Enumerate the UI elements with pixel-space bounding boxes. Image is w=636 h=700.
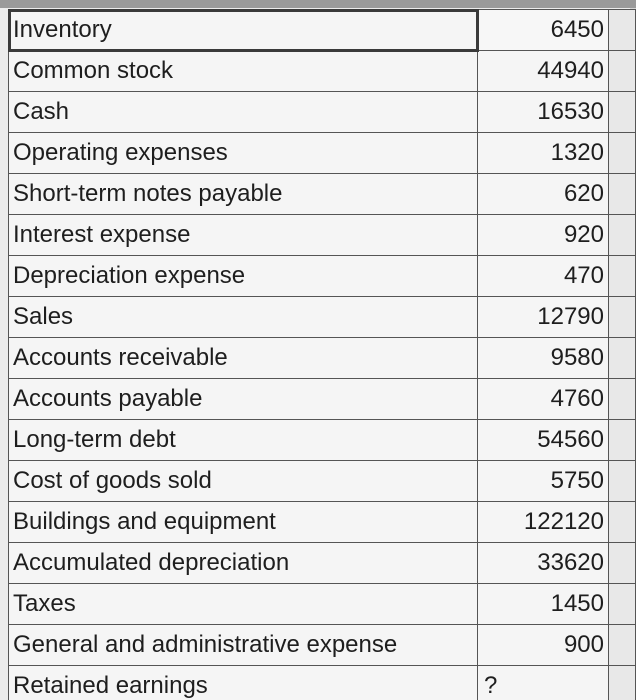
cell-label-common-stock[interactable]: Common stock [9, 51, 478, 92]
cell-label-accumulated-depreciation[interactable]: Accumulated depreciation [9, 543, 478, 584]
cell-empty[interactable] [609, 625, 636, 666]
cell-empty[interactable] [609, 215, 636, 256]
cell-empty[interactable] [609, 584, 636, 625]
cell-empty[interactable] [609, 297, 636, 338]
table-row [9, 379, 636, 420]
cell-label-long-term-debt[interactable]: Long-term debt [9, 420, 478, 461]
cell-value-depreciation-expense[interactable]: 470 [478, 256, 609, 297]
cell-value-operating-expenses[interactable]: 1320 [478, 133, 609, 174]
cell-value-general-and-administrative-expense[interactable]: 900 [478, 625, 609, 666]
table-row [9, 133, 636, 174]
table-row [9, 174, 636, 215]
table-row [9, 10, 636, 51]
cell-label-depreciation-expense[interactable]: Depreciation expense [9, 256, 478, 297]
cell-label-inventory[interactable]: Inventory [9, 10, 478, 51]
cell-empty[interactable] [609, 461, 636, 502]
cell-label-general-and-administrative-expense[interactable]: General and administrative expense [9, 625, 478, 666]
cell-value-long-term-debt[interactable]: 54560 [478, 420, 609, 461]
cell-value-common-stock[interactable]: 44940 [478, 51, 609, 92]
table-row [9, 543, 636, 584]
table-row [9, 92, 636, 133]
cell-value-accounts-receivable[interactable]: 9580 [478, 338, 609, 379]
table-row [9, 584, 636, 625]
cell-empty[interactable] [609, 379, 636, 420]
cell-empty[interactable] [609, 502, 636, 543]
table-row [9, 338, 636, 379]
cell-label-retained-earnings[interactable]: Retained earnings [9, 666, 478, 700]
cell-label-accounts-receivable[interactable]: Accounts receivable [9, 338, 478, 379]
cell-empty[interactable] [609, 420, 636, 461]
cell-empty[interactable] [609, 543, 636, 584]
cell-value-interest-expense[interactable]: 920 [478, 215, 609, 256]
table-row [9, 51, 636, 92]
cell-value-cost-of-goods-sold[interactable]: 5750 [478, 461, 609, 502]
cell-label-cost-of-goods-sold[interactable]: Cost of goods sold [9, 461, 478, 502]
cell-value-sales[interactable]: 12790 [478, 297, 609, 338]
cell-label-sales[interactable]: Sales [9, 297, 478, 338]
spreadsheet-grid [8, 9, 636, 700]
cell-value-accumulated-depreciation[interactable]: 33620 [478, 543, 609, 584]
table-row [9, 461, 636, 502]
table-row [9, 625, 636, 666]
top-edge-strip [0, 0, 636, 8]
cell-empty[interactable] [609, 133, 636, 174]
table-row [9, 256, 636, 297]
cell-empty[interactable] [609, 174, 636, 215]
cell-label-taxes[interactable]: Taxes [9, 584, 478, 625]
cell-empty[interactable] [609, 338, 636, 379]
cell-value-retained-earnings[interactable]: ? [478, 666, 609, 700]
cell-label-cash[interactable]: Cash [9, 92, 478, 133]
cell-empty[interactable] [609, 256, 636, 297]
cell-label-buildings-and-equipment[interactable]: Buildings and equipment [9, 502, 478, 543]
cell-empty[interactable] [609, 92, 636, 133]
table-row [9, 297, 636, 338]
cell-label-short-term-notes-payable[interactable]: Short-term notes payable [9, 174, 478, 215]
cell-empty[interactable] [609, 51, 636, 92]
cell-label-operating-expenses[interactable]: Operating expenses [9, 133, 478, 174]
cell-value-cash[interactable]: 16530 [478, 92, 609, 133]
cell-value-short-term-notes-payable[interactable]: 620 [478, 174, 609, 215]
cell-value-accounts-payable[interactable]: 4760 [478, 379, 609, 420]
table-row [9, 502, 636, 543]
cell-value-inventory[interactable]: 6450 [478, 10, 609, 51]
table-row [9, 420, 636, 461]
cell-empty[interactable] [609, 10, 636, 51]
cell-value-taxes[interactable]: 1450 [478, 584, 609, 625]
cell-label-accounts-payable[interactable]: Accounts payable [9, 379, 478, 420]
cell-empty[interactable] [609, 666, 636, 700]
table-row [9, 215, 636, 256]
table-row [9, 666, 636, 700]
cell-label-interest-expense[interactable]: Interest expense [9, 215, 478, 256]
cell-value-buildings-and-equipment[interactable]: 122120 [478, 502, 609, 543]
